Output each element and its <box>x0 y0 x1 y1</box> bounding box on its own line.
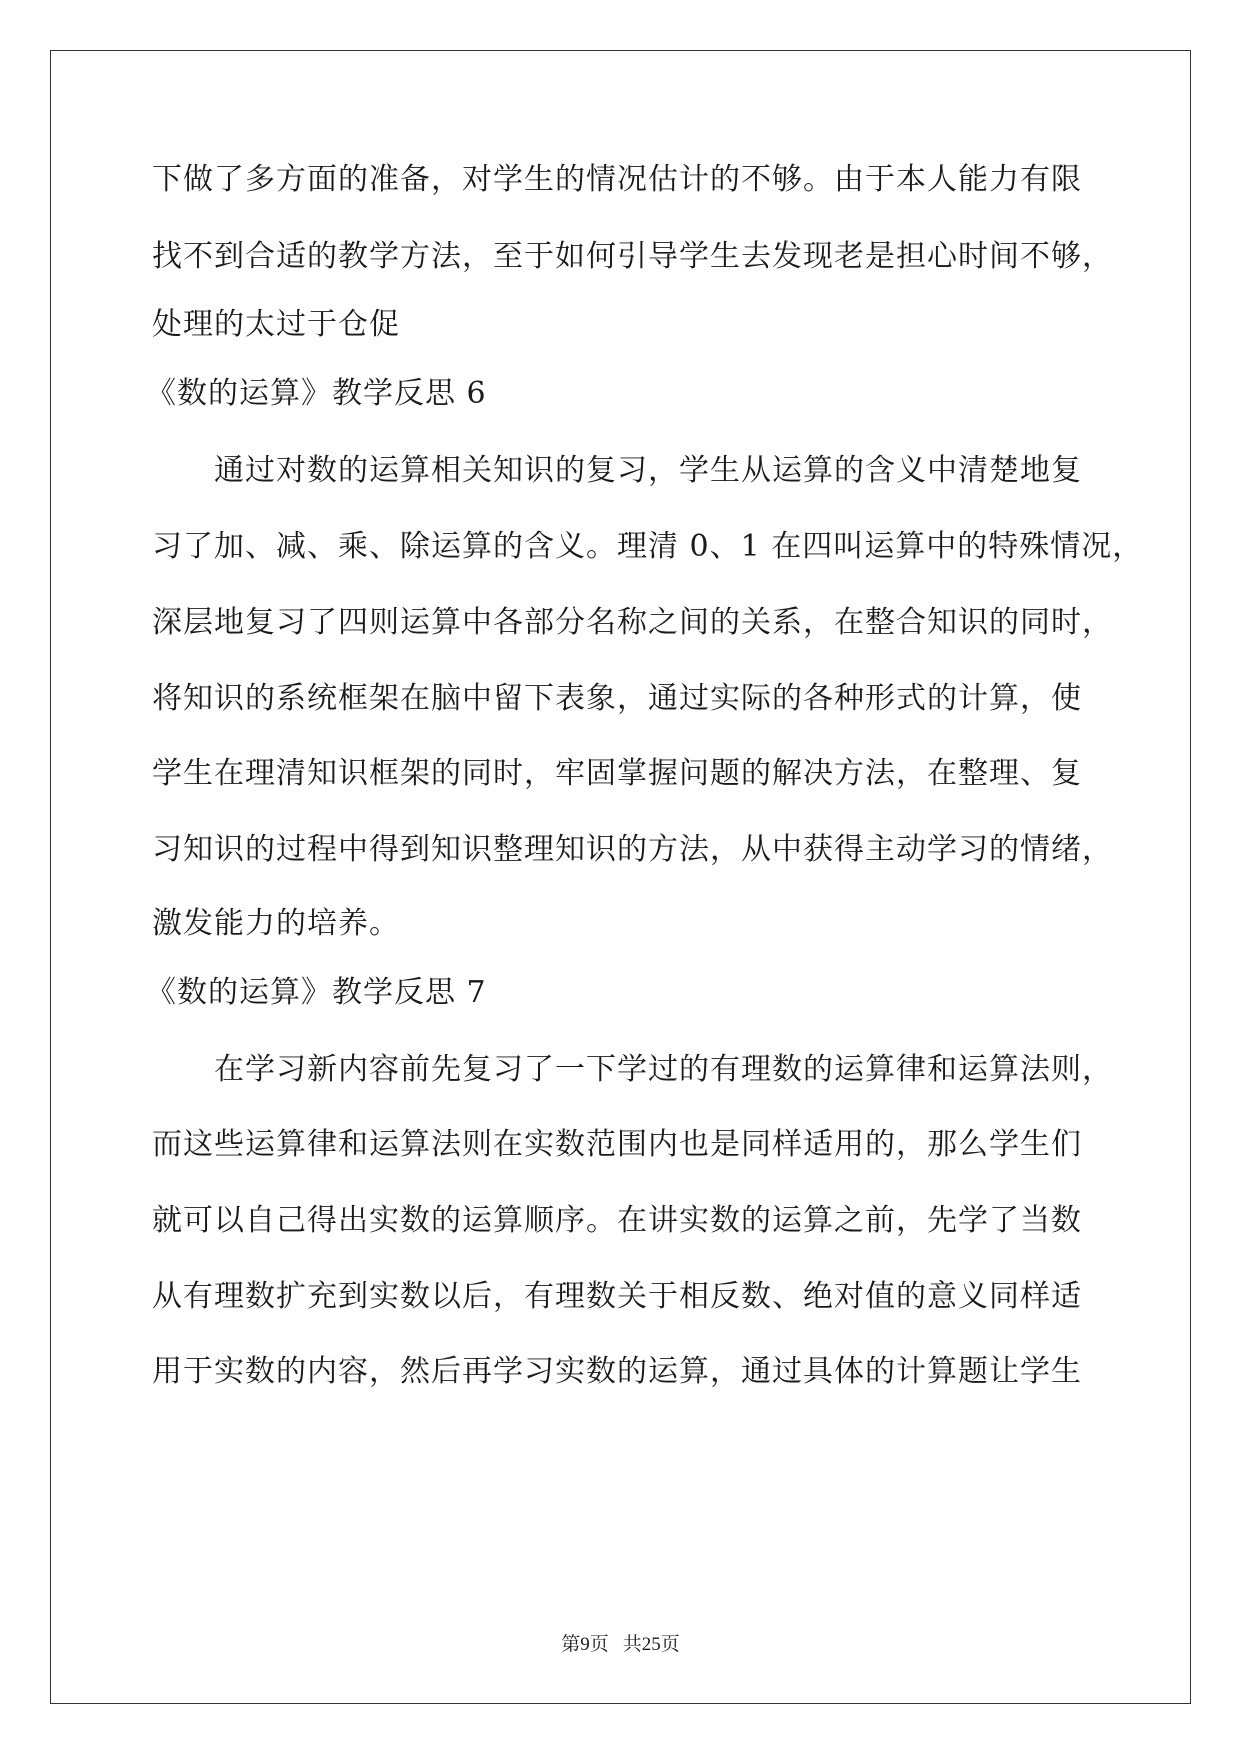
body-line: 从有理数扩充到实数以后，有理数关于相反数、绝对值的意义同样适 <box>152 1279 1082 1314</box>
body-line: 而这些运算律和运算法则在实数范围内也是同样适用的，那么学生们 <box>152 1127 1082 1162</box>
page-prefix: 第 <box>561 1633 581 1655</box>
body-line: 习知识的过程中得到知识整理知识的方法，从中获得主动学习的情绪， <box>152 832 1113 867</box>
page-footer <box>0 1632 1241 1657</box>
section-heading: 《数的运算》教学反思 6 <box>146 376 487 411</box>
body-line: 在学习新内容前先复习了一下学过的有理数的运算律和运算法则， <box>214 1052 1113 1087</box>
page-border <box>50 50 1191 1704</box>
body-line: 处理的太过于仓促 <box>152 307 400 342</box>
body-line: 学生在理清知识框架的同时，牢固掌握问题的解决方法，在整理、复 <box>152 756 1082 791</box>
body-line: 用于实数的内容，然后再学习实数的运算，通过具体的计算题让学生 <box>152 1354 1082 1389</box>
page-suffix: 页 <box>589 1633 609 1655</box>
body-line: 习了加、减、乘、除运算的含义。理清 0、1 在四叫运算中的特殊情况， <box>152 529 1144 564</box>
total-pages: 25 <box>641 1634 661 1655</box>
body-line: 找不到合适的教学方法，至于如何引导学生去发现老是担心时间不够， <box>152 239 1113 274</box>
body-line: 深层地复习了四则运算中各部分名称之间的关系，在整合知识的同时， <box>152 605 1113 640</box>
section-heading: 《数的运算》教学反思 7 <box>146 975 487 1010</box>
body-line: 将知识的系统框架在脑中留下表象，通过实际的各种形式的计算，使 <box>152 681 1082 716</box>
body-line: 激发能力的培养。 <box>152 906 400 941</box>
total-suffix: 页 <box>660 1633 680 1655</box>
body-line: 就可以自己得出实数的运算顺序。在讲实数的运算之前，先学了当数 <box>152 1203 1082 1238</box>
body-line: 下做了多方面的准备，对学生的情况估计的不够。由于本人能力有限 <box>152 162 1082 197</box>
body-line: 通过对数的运算相关知识的复习，学生从运算的含义中清楚地复 <box>214 453 1082 488</box>
total-prefix: 共 <box>622 1633 642 1655</box>
page-number: 9 <box>580 1634 590 1655</box>
